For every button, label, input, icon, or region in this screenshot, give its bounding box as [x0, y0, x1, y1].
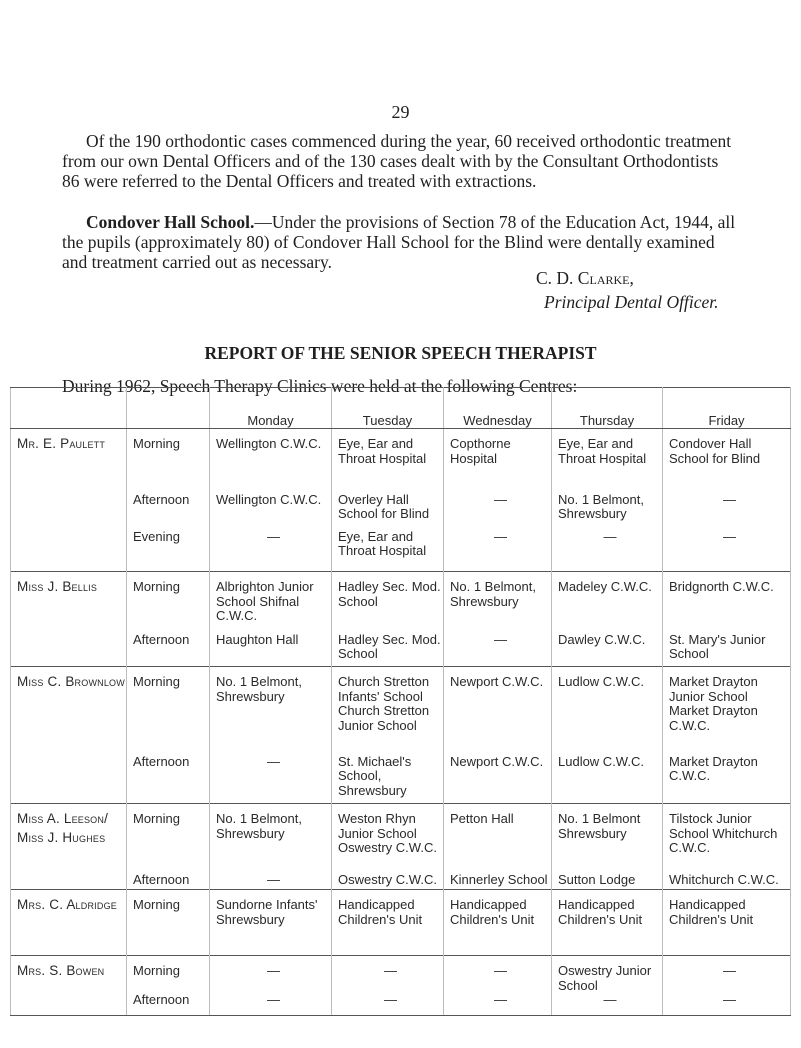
signature-title: Principal Dental Officer.: [544, 292, 719, 312]
table-row: [11, 956, 791, 994]
therapist-name: Mrs. C. Aldridge: [11, 890, 127, 956]
table-row: [11, 804, 791, 867]
clinic-cell: Sundorne Infants' Shrewsbury: [210, 890, 332, 956]
table-row: [11, 572, 791, 627]
table-row: [11, 524, 791, 572]
clinic-cell: Sutton Lodge: [552, 867, 663, 890]
session-label: Morning: [127, 572, 210, 627]
session-label: Morning: [127, 429, 210, 487]
clinic-cell: —: [444, 487, 552, 524]
clinic-cell: St. Michael's School, Shrewsbury: [332, 749, 444, 804]
clinic-cell: Market Drayton C.W.C.: [663, 749, 791, 804]
clinic-cell: Eye, Ear and Throat Hospital: [332, 429, 444, 487]
clinic-cell: —: [332, 993, 444, 1015]
report-heading: REPORT OF THE SENIOR SPEECH THERAPIST: [204, 343, 597, 363]
clinic-cell: Madeley C.W.C.: [552, 572, 663, 627]
session-label: Evening: [127, 524, 210, 572]
clinic-cell: St. Mary's Junior School: [663, 627, 791, 667]
clinic-cell: Haughton Hall: [210, 627, 332, 667]
therapist-name: Miss C. Brownlow: [11, 667, 127, 749]
intro-text: During 1962, Speech Therapy Clinics were held at the following Centres:: [62, 376, 578, 396]
session-label: Afternoon: [127, 627, 210, 667]
clinic-cell: Handicapped Children's Unit: [663, 890, 791, 956]
clinic-cell: Newport C.W.C.: [444, 749, 552, 804]
clinic-cell: Hadley Sec. Mod. School: [332, 627, 444, 667]
clinic-cell: —: [663, 993, 791, 1015]
clinic-cell: Petton Hall: [444, 804, 552, 867]
header-tuesday: Tuesday: [332, 388, 444, 429]
table-row: [11, 667, 791, 749]
session-label: Afternoon: [127, 867, 210, 890]
clinic-cell: Church Stretton Infants' School Church Stretton Junior School: [332, 667, 444, 749]
session-label: Morning: [127, 804, 210, 867]
condover-paragraph: [62, 212, 738, 272]
clinic-cell: Handicapped Children's Unit: [332, 890, 444, 956]
header-monday: Monday: [210, 388, 332, 429]
therapist-name: Mrs. S. Bowen: [11, 956, 127, 994]
clinic-cell: —: [210, 956, 332, 994]
clinic-cell: Kinnerley School: [444, 867, 552, 890]
clinic-cell: —: [444, 993, 552, 1015]
clinic-cell: Market Drayton Junior School Market Drayton C.W.C.: [663, 667, 791, 749]
clinic-cell: Eye, Ear and Throat Hospital: [552, 429, 663, 487]
header-session: [127, 388, 210, 429]
clinic-cell: —: [552, 524, 663, 572]
clinic-cell: —: [210, 867, 332, 890]
clinic-cell: Oswestry C.W.C.: [332, 867, 444, 890]
clinic-cell: Ludlow C.W.C.: [552, 749, 663, 804]
page-number: 29: [391, 102, 410, 122]
clinic-cell: Overley Hall School for Blind: [332, 487, 444, 524]
clinic-cell: Handicapped Children's Unit: [444, 890, 552, 956]
clinic-cell: —: [663, 524, 791, 572]
clinic-cell: Ludlow C.W.C.: [552, 667, 663, 749]
clinic-cell: Tilstock Junior School Whitchurch C.W.C.: [663, 804, 791, 867]
clinic-cell: No. 1 Belmont, Shrewsbury: [444, 572, 552, 627]
clinic-schedule-table: [10, 387, 791, 1016]
session-label: Morning: [127, 890, 210, 956]
clinic-cell: Condover Hall School for Blind: [663, 429, 791, 487]
header-row: [11, 388, 791, 429]
table-row: [11, 627, 791, 667]
table-row: [11, 867, 791, 890]
clinic-cell: Whitchurch C.W.C.: [663, 867, 791, 890]
clinic-cell: No. 1 Belmont, Shrewsbury: [552, 487, 663, 524]
session-label: Morning: [127, 667, 210, 749]
clinic-cell: Oswestry Junior School: [552, 956, 663, 994]
clinic-cell: Copthorne Hospital: [444, 429, 552, 487]
signature-name: C. D. Clarke,: [536, 268, 634, 288]
condover-heading: Condover Hall School.: [86, 212, 255, 232]
clinic-cell: Hadley Sec. Mod. School: [332, 572, 444, 627]
session-label: Morning: [127, 956, 210, 994]
clinic-cell: Wellington C.W.C.: [210, 429, 332, 487]
clinic-cell: —: [444, 524, 552, 572]
clinic-cell: No. 1 Belmont, Shrewsbury: [210, 804, 332, 867]
therapist-name-first: Miss A. Leeson/: [17, 811, 109, 826]
therapist-name: Miss J. Bellis: [11, 572, 127, 627]
clinic-cell: —: [332, 956, 444, 994]
header-thursday: Thursday: [552, 388, 663, 429]
session-label: Afternoon: [127, 487, 210, 524]
clinic-cell: —: [210, 993, 332, 1015]
table-row: [11, 993, 791, 1015]
clinic-cell: —: [444, 956, 552, 994]
clinic-cell: No. 1 Belmont Shrewsbury: [552, 804, 663, 867]
condover-text: —Under the provisions of Section 78 of the Education Act, 1944, all the pupils (approximately 80) of Condover Hall School for the Blind were dentally examined and treatment carried out as necessary.: [62, 212, 736, 272]
therapist-name-second: Miss J. Hughes: [17, 829, 106, 845]
header-wednesday: Wednesday: [444, 388, 552, 429]
therapist-name: Mr. E. Paulett: [11, 429, 127, 487]
clinic-cell: —: [663, 487, 791, 524]
clinic-cell: Weston Rhyn Junior School Oswestry C.W.C.: [332, 804, 444, 867]
header-friday: Friday: [663, 388, 791, 429]
table-row: [11, 890, 791, 956]
therapist-name: [11, 804, 127, 867]
clinic-cell: Handicapped Children's Unit: [552, 890, 663, 956]
clinic-cell: Newport C.W.C.: [444, 667, 552, 749]
session-label: Afternoon: [127, 749, 210, 804]
clinic-cell: Dawley C.W.C.: [552, 627, 663, 667]
clinic-cell: —: [444, 627, 552, 667]
clinic-cell: —: [663, 956, 791, 994]
session-label: Afternoon: [127, 993, 210, 1015]
table-row: [11, 749, 791, 804]
clinic-cell: —: [210, 749, 332, 804]
clinic-cell: —: [210, 524, 332, 572]
clinic-cell: Albrighton Junior School Shifnal C.W.C.: [210, 572, 332, 627]
orthodontic-text: Of the 190 orthodontic cases commenced during the year, 60 received orthodontic treatment from our own Dental Officers and of the 130 cases dealt with by the Consultant Orthodontists 86 were referred to the Dental Officers and treated with extractions.: [62, 131, 732, 191]
clinic-cell: Wellington C.W.C.: [210, 487, 332, 524]
clinic-cell: Bridgnorth C.W.C.: [663, 572, 791, 627]
header-therapist: [11, 388, 127, 429]
clinic-cell: —: [552, 993, 663, 1015]
table-row: [11, 487, 791, 524]
clinic-cell: No. 1 Belmont, Shrewsbury: [210, 667, 332, 749]
clinic-cell: Eye, Ear and Throat Hospital: [332, 524, 444, 572]
orthodontic-paragraph: [62, 131, 738, 191]
table-row: [11, 429, 791, 487]
